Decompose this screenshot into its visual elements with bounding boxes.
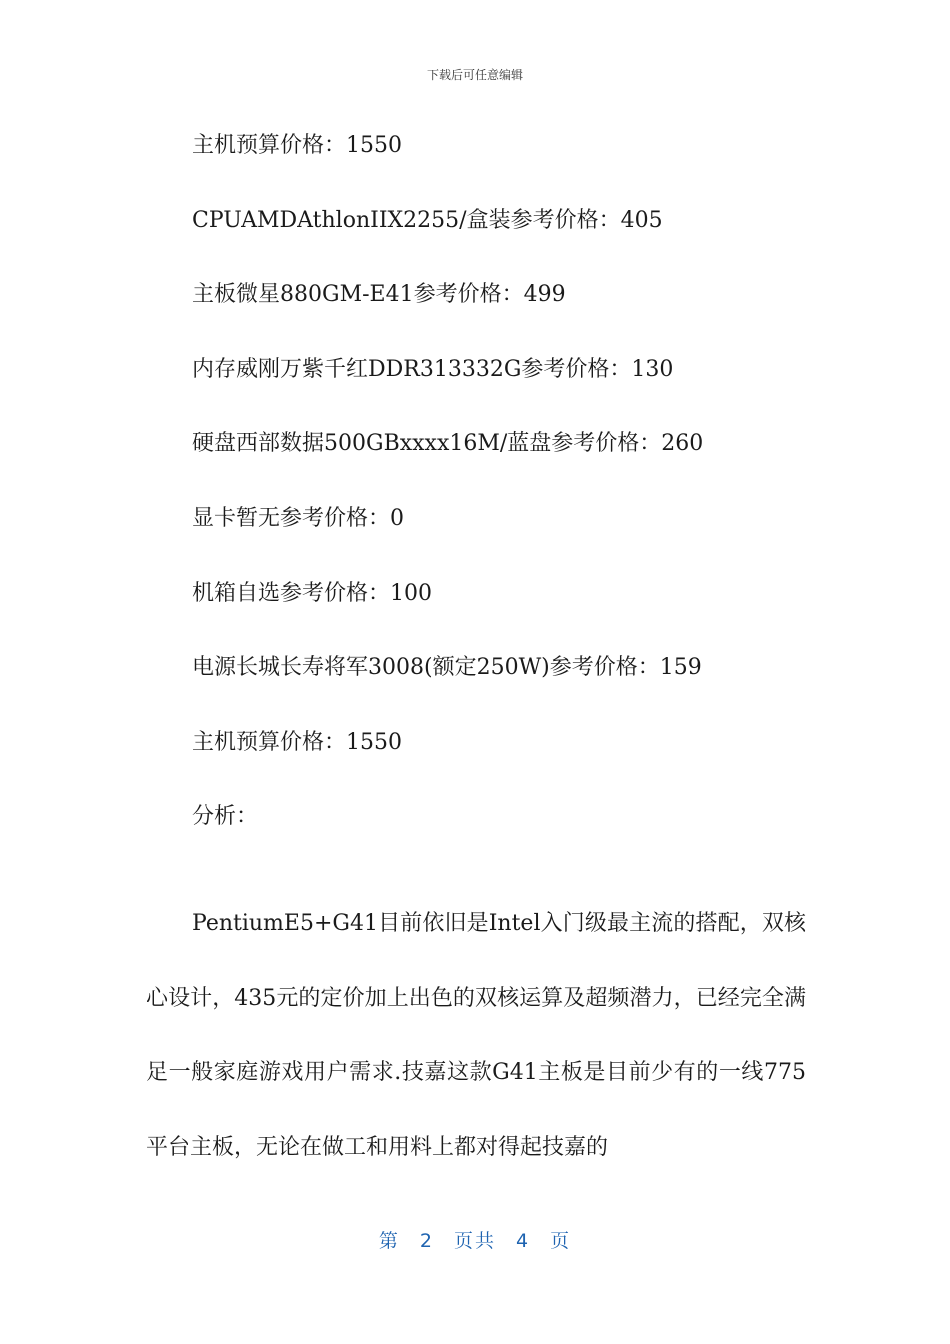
spec-line: 内存威刚万紫千红DDR313332G参考价格：130 <box>192 356 674 382</box>
page-number: 第 2 页共 4 页 <box>378 1230 572 1252</box>
page-header-note: 下载后可任意编辑 <box>426 68 523 82</box>
spec-line: 硬盘西部数据500GBxxxx16M/蓝盘参考价格：260 <box>192 431 704 457</box>
spec-line: 主板微星880GM-E41参考价格：499 <box>192 282 566 308</box>
analysis-heading: 分析： <box>192 804 259 830</box>
spec-line: 主机预算价格：1550 <box>192 729 402 755</box>
spec-line: 主机预算价格：1550 <box>192 133 402 158</box>
spec-line: CPUAMDAthlonIIX2255/盒装参考价格：405 <box>192 207 663 233</box>
analysis-paragraph: PentiumE5+G41目前依旧是Intel入门级最主流的搭配，双核心设计，435元的定价加上出色的双核运算及超频潜力，已经完全满足一般家庭游戏用户需求.技嘉这款G41主板是目前少有的一线775平台主板，无论在做工和用料上都对得起技嘉的 <box>146 910 806 1160</box>
spec-line: 机箱自选参考价格：100 <box>192 580 432 606</box>
document-body <box>146 128 806 1207</box>
spec-line: 电源长城长寿将军3008(额定250W)参考价格：159 <box>192 655 702 681</box>
spec-line: 显卡暂无参考价格：0 <box>192 505 404 531</box>
